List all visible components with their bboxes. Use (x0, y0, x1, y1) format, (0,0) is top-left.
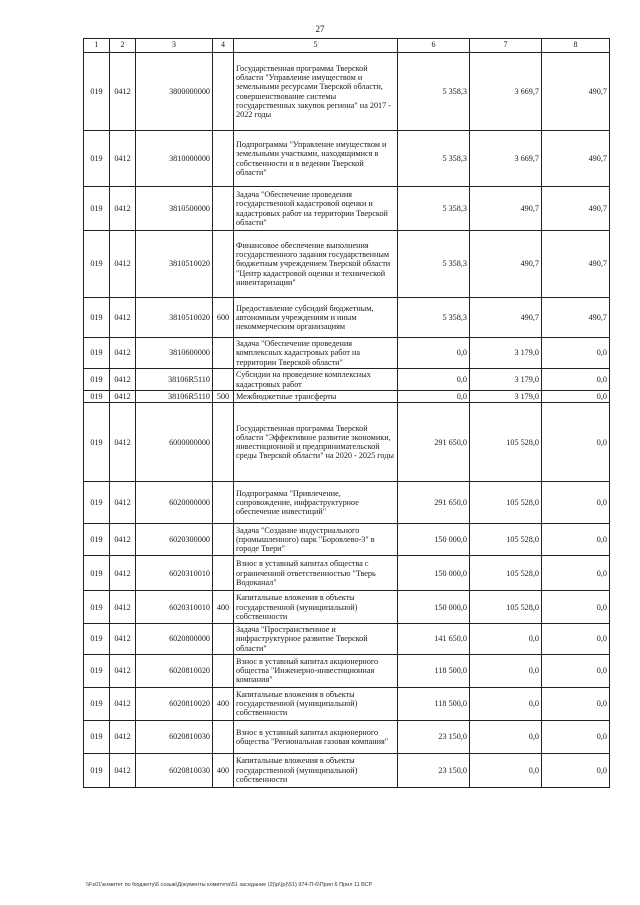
cell-ministry-code: 019 (84, 403, 110, 482)
cell-ministry-code: 019 (84, 338, 110, 369)
cell-amount-3: 0,0 (542, 338, 610, 369)
cell-target-article: 3810600000 (136, 338, 213, 369)
cell-amount-3: 0,0 (542, 524, 610, 556)
cell-amount-2: 3 669,7 (470, 131, 542, 187)
cell-target-article: 38106R5110 (136, 369, 213, 391)
cell-amount-2: 0,0 (470, 624, 542, 655)
cell-amount-1: 5 358,3 (398, 53, 470, 131)
cell-amount-2: 105 528,0 (470, 524, 542, 556)
cell-amount-2: 3 669,7 (470, 53, 542, 131)
cell-description: Задача "Обеспечение проведения государственной кадастровой оценки и кадастровых работ на территории Тверской области" (234, 187, 398, 231)
cell-section-code: 0412 (110, 556, 136, 591)
cell-amount-1: 118 500,0 (398, 654, 470, 687)
cell-ministry-code: 019 (84, 753, 110, 787)
cell-description: Взнос в уставный капитал общества с ограниченной ответственностью "Тверь Водоканал" (234, 556, 398, 591)
budget-table (83, 38, 610, 788)
table-row (84, 720, 610, 753)
cell-target-article: 6020810030 (136, 720, 213, 753)
cell-expense-type: 400 (213, 591, 234, 624)
cell-section-code: 0412 (110, 231, 136, 298)
cell-amount-1: 291 650,0 (398, 482, 470, 524)
cell-description: Капитальные вложения в объекты государственной (муниципальной) собственности (234, 687, 398, 720)
cell-ministry-code: 019 (84, 53, 110, 131)
col-header: 1 (84, 39, 110, 53)
cell-ministry-code: 019 (84, 131, 110, 187)
cell-expense-type (213, 187, 234, 231)
cell-description: Государственная программа Тверской области "Управление имуществом и земельными ресурсами Тверской области, совершенствование системы государственных закупок региона" на 2017 - 2022 годы (234, 53, 398, 131)
cell-amount-2: 490,7 (470, 298, 542, 338)
cell-amount-2: 105 528,0 (470, 403, 542, 482)
cell-amount-2: 490,7 (470, 187, 542, 231)
table-row (84, 53, 610, 131)
cell-amount-1: 150 000,0 (398, 591, 470, 624)
cell-ministry-code: 019 (84, 524, 110, 556)
cell-amount-3: 0,0 (542, 720, 610, 753)
cell-target-article: 3810510020 (136, 231, 213, 298)
cell-amount-1: 150 000,0 (398, 524, 470, 556)
cell-amount-1: 291 650,0 (398, 403, 470, 482)
table-row (84, 231, 610, 298)
cell-section-code: 0412 (110, 131, 136, 187)
table-row (84, 753, 610, 787)
cell-target-article: 3810510020 (136, 298, 213, 338)
col-header: 8 (542, 39, 610, 53)
cell-target-article: 3810000000 (136, 131, 213, 187)
col-header: 3 (136, 39, 213, 53)
file-path-footer: \\Fs01\комитет по бюджету\6 созыв\Документы комитета\51 заседание (2)\р\(р)\51) 974-П-6\Прил 6 Прил 11 ВСР (86, 882, 373, 888)
cell-section-code: 0412 (110, 187, 136, 231)
cell-amount-2: 490,7 (470, 231, 542, 298)
cell-section-code: 0412 (110, 654, 136, 687)
cell-amount-3: 0,0 (542, 391, 610, 403)
cell-target-article: 6000000000 (136, 403, 213, 482)
table-row (84, 391, 610, 403)
cell-expense-type (213, 53, 234, 131)
cell-amount-1: 5 358,3 (398, 298, 470, 338)
cell-section-code: 0412 (110, 624, 136, 655)
col-header: 4 (213, 39, 234, 53)
cell-description: Капитальные вложения в объекты государственной (муниципальной) собственности (234, 753, 398, 787)
table-row (84, 654, 610, 687)
table-row (84, 131, 610, 187)
cell-amount-1: 0,0 (398, 391, 470, 403)
page-number: 27 (315, 24, 325, 34)
cell-amount-3: 0,0 (542, 591, 610, 624)
cell-target-article: 6020810020 (136, 687, 213, 720)
cell-amount-3: 0,0 (542, 403, 610, 482)
cell-amount-1: 5 358,3 (398, 131, 470, 187)
cell-expense-type (213, 338, 234, 369)
cell-amount-2: 105 528,0 (470, 556, 542, 591)
table-row (84, 403, 610, 482)
cell-expense-type (213, 654, 234, 687)
cell-target-article: 38106R5110 (136, 391, 213, 403)
table-row (84, 482, 610, 524)
cell-target-article: 6020310010 (136, 556, 213, 591)
col-header: 5 (234, 39, 398, 53)
cell-section-code: 0412 (110, 338, 136, 369)
cell-amount-1: 150 000,0 (398, 556, 470, 591)
table-row (84, 591, 610, 624)
cell-expense-type: 500 (213, 391, 234, 403)
cell-target-article: 6020800000 (136, 624, 213, 655)
cell-section-code: 0412 (110, 391, 136, 403)
cell-ministry-code: 019 (84, 687, 110, 720)
cell-expense-type (213, 231, 234, 298)
cell-amount-3: 0,0 (542, 556, 610, 591)
cell-amount-2: 105 528,0 (470, 482, 542, 524)
cell-description: Капитальные вложения в объекты государственной (муниципальной) собственности (234, 591, 398, 624)
cell-amount-3: 0,0 (542, 624, 610, 655)
cell-amount-1: 118 500,0 (398, 687, 470, 720)
table-row (84, 298, 610, 338)
cell-amount-2: 0,0 (470, 753, 542, 787)
col-header: 7 (470, 39, 542, 53)
cell-target-article: 6020000000 (136, 482, 213, 524)
cell-amount-3: 0,0 (542, 369, 610, 391)
cell-section-code: 0412 (110, 687, 136, 720)
table-row (84, 556, 610, 591)
cell-section-code: 0412 (110, 369, 136, 391)
cell-amount-2: 0,0 (470, 654, 542, 687)
cell-target-article: 6020810030 (136, 753, 213, 787)
cell-description: Предоставление субсидий бюджетным, автономным учреждениям и иным некоммерческим организациям (234, 298, 398, 338)
cell-ministry-code: 019 (84, 591, 110, 624)
cell-expense-type (213, 403, 234, 482)
cell-description: Подпрограмма "Привлечение, сопровождение, инфраструктурное обеспечение инвестиций" (234, 482, 398, 524)
cell-section-code: 0412 (110, 720, 136, 753)
cell-description: Межбюджетные трансферты (234, 391, 398, 403)
cell-amount-3: 0,0 (542, 687, 610, 720)
cell-description: Задача "Пространственное и инфраструктурное развитие Тверской области" (234, 624, 398, 655)
cell-amount-2: 3 179,0 (470, 391, 542, 403)
cell-ministry-code: 019 (84, 187, 110, 231)
table-row (84, 687, 610, 720)
cell-amount-1: 5 358,3 (398, 187, 470, 231)
cell-expense-type: 600 (213, 298, 234, 338)
cell-amount-3: 490,7 (542, 298, 610, 338)
cell-amount-2: 0,0 (470, 720, 542, 753)
cell-target-article: 3800000000 (136, 53, 213, 131)
cell-expense-type (213, 720, 234, 753)
cell-amount-2: 0,0 (470, 687, 542, 720)
cell-description: Задача "Создание индустриального (промышленного) парк "Боровлево-3" в городе Твери" (234, 524, 398, 556)
cell-ministry-code: 019 (84, 624, 110, 655)
cell-ministry-code: 019 (84, 720, 110, 753)
table-row (84, 187, 610, 231)
header-row (84, 39, 610, 53)
cell-amount-1: 5 358,3 (398, 231, 470, 298)
cell-expense-type (213, 556, 234, 591)
cell-amount-2: 105 528,0 (470, 591, 542, 624)
cell-amount-1: 141 650,0 (398, 624, 470, 655)
cell-expense-type (213, 482, 234, 524)
cell-target-article: 6020810020 (136, 654, 213, 687)
cell-section-code: 0412 (110, 482, 136, 524)
cell-amount-3: 0,0 (542, 482, 610, 524)
cell-amount-3: 490,7 (542, 187, 610, 231)
cell-section-code: 0412 (110, 53, 136, 131)
cell-ministry-code: 019 (84, 391, 110, 403)
cell-expense-type (213, 524, 234, 556)
cell-ministry-code: 019 (84, 482, 110, 524)
cell-description: Задача "Обеспечение проведения комплексных кадастровых работ на территории Тверской области" (234, 338, 398, 369)
cell-ministry-code: 019 (84, 556, 110, 591)
cell-section-code: 0412 (110, 753, 136, 787)
cell-amount-1: 0,0 (398, 369, 470, 391)
cell-description: Финансовое обеспечение выполнения государственного задания государственным бюджетным учреждением Тверской области "Центр кадастровой оценки и технической инвентаризации" (234, 231, 398, 298)
cell-target-article: 3810500000 (136, 187, 213, 231)
col-header: 2 (110, 39, 136, 53)
cell-ministry-code: 019 (84, 298, 110, 338)
cell-amount-3: 490,7 (542, 131, 610, 187)
cell-description: Субсидии на проведение комплексных кадастровых работ (234, 369, 398, 391)
cell-amount-2: 3 179,0 (470, 338, 542, 369)
col-header: 6 (398, 39, 470, 53)
cell-expense-type (213, 369, 234, 391)
cell-expense-type: 400 (213, 753, 234, 787)
cell-amount-1: 23 150,0 (398, 753, 470, 787)
cell-amount-3: 0,0 (542, 753, 610, 787)
cell-amount-2: 3 179,0 (470, 369, 542, 391)
cell-section-code: 0412 (110, 591, 136, 624)
cell-amount-3: 0,0 (542, 654, 610, 687)
cell-description: Взнос в уставный капитал акционерного общества "Инженерно-инвестиционная компания" (234, 654, 398, 687)
cell-section-code: 0412 (110, 298, 136, 338)
cell-description: Взнос в уставный капитал акционерного общества "Региональная газовая компания" (234, 720, 398, 753)
cell-amount-1: 23 150,0 (398, 720, 470, 753)
cell-ministry-code: 019 (84, 654, 110, 687)
cell-expense-type: 400 (213, 687, 234, 720)
cell-ministry-code: 019 (84, 231, 110, 298)
cell-section-code: 0412 (110, 524, 136, 556)
cell-amount-3: 490,7 (542, 231, 610, 298)
table-row (84, 524, 610, 556)
cell-ministry-code: 019 (84, 369, 110, 391)
table-row (84, 624, 610, 655)
cell-description: Государственная программа Тверской области "Эффективное развитие экономики, инвестиционной и предпринимательской среды Тверской области" на 2020 - 2025 годы (234, 403, 398, 482)
cell-amount-3: 490,7 (542, 53, 610, 131)
cell-expense-type (213, 624, 234, 655)
table-row (84, 338, 610, 369)
cell-target-article: 6020300000 (136, 524, 213, 556)
cell-description: Подпрограмма "Управление имуществом и земельными участками, находящимися в собственности и в ведении Тверской области" (234, 131, 398, 187)
cell-amount-1: 0,0 (398, 338, 470, 369)
cell-expense-type (213, 131, 234, 187)
table-row (84, 369, 610, 391)
cell-target-article: 6020310010 (136, 591, 213, 624)
cell-section-code: 0412 (110, 403, 136, 482)
